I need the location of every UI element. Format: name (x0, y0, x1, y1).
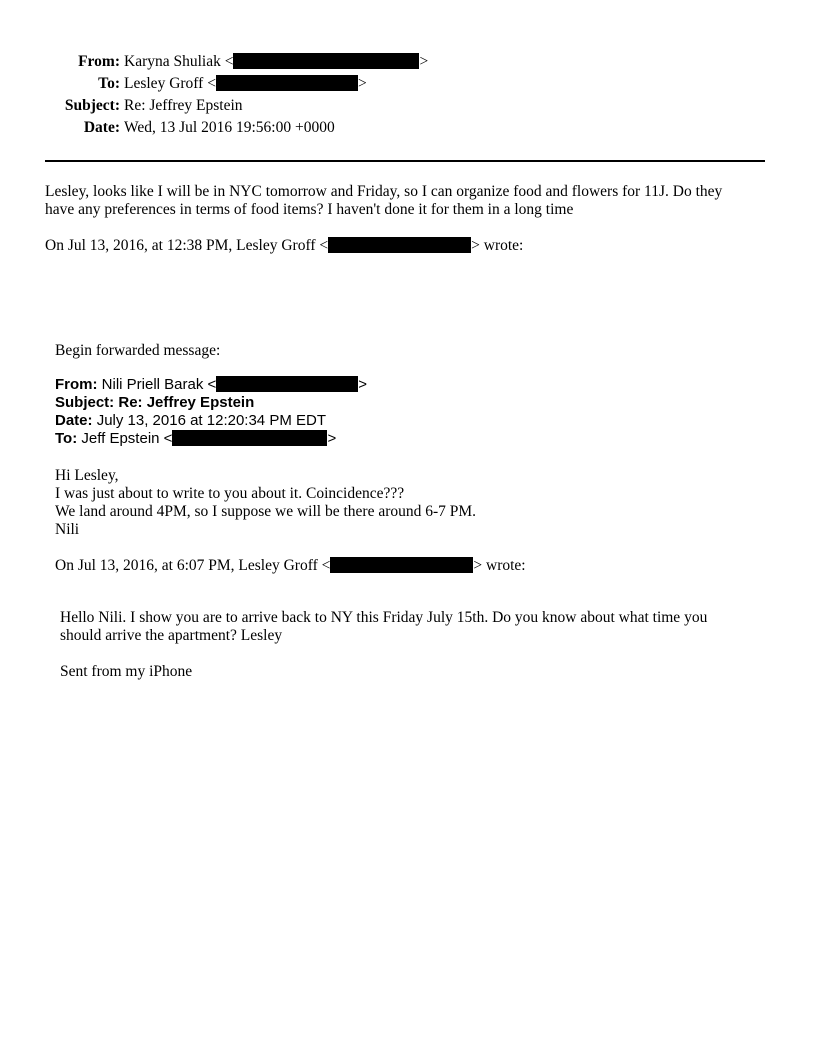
subject-value: Re: Jeffrey Epstein (124, 97, 243, 114)
begin-forwarded: Begin forwarded message: (55, 342, 221, 359)
lesley-message: Hello Nili. I show you are to arrive back to NY this Friday July 15th. Do you know about what time you should arrive the apartment? Lesley (60, 609, 708, 644)
redacted-email (216, 376, 358, 392)
reply-message: Lesley, looks like I will be in NYC tomorrow and Friday, so I can organize food and flowers for 11J. Do they have any preferences in terms of food items? I haven't done it for them in a long time (45, 183, 723, 218)
fwd-date: Date: July 13, 2016 at 12:20:34 PM EDT (55, 412, 326, 429)
fwd-subject: Subject: Re: Jeffrey Epstein (55, 394, 255, 411)
to-label: To: (98, 75, 120, 92)
date-value: Wed, 13 Jul 2016 19:56:00 +0000 (124, 119, 335, 136)
fwd-to: To: Jeff Epstein < > (55, 430, 337, 447)
forwarded-header (55, 376, 367, 448)
nili-message: Hi Lesley, I was just about to write to you about it. Coincidence??? We land around 4PM, so I suppose we will be there around 6-7 PM. Nili (55, 467, 477, 538)
fwd-from: From: Nili Priell Barak < > (55, 376, 368, 393)
to-value: Lesley Groff < > (124, 75, 367, 92)
from-label: From: (78, 53, 120, 70)
redacted-email (330, 557, 473, 573)
from-value: Karyna Shuliak < > (124, 53, 429, 70)
redacted-email (328, 237, 471, 253)
date-label: Date: (83, 119, 120, 136)
quote-attribution-1: On Jul 13, 2016, at 12:38 PM, Lesley Groff < > wrote: (45, 237, 524, 254)
quote-attribution-2: On Jul 13, 2016, at 6:07 PM, Lesley Groff < > wrote: (55, 557, 526, 574)
email-header (0, 52, 816, 142)
signature: Sent from my iPhone (60, 663, 193, 680)
redacted-email (216, 75, 358, 91)
header-divider (45, 160, 765, 162)
redacted-email (172, 430, 327, 446)
redacted-email (233, 53, 419, 69)
subject-label: Subject: (64, 97, 120, 114)
